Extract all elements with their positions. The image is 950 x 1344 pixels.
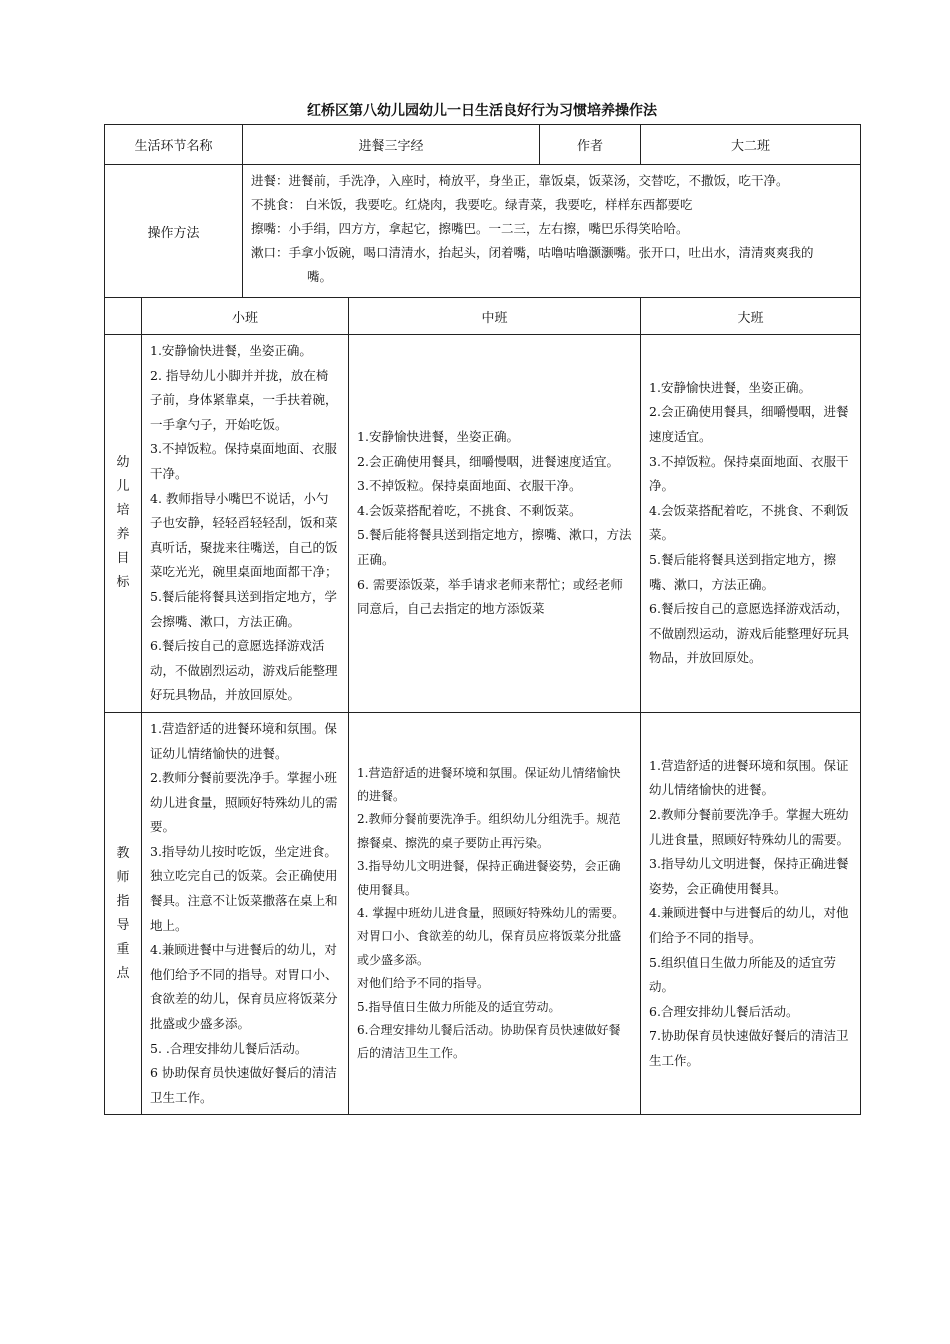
goals-row	[105, 335, 861, 713]
goal-item: 1.安静愉快进餐，坐姿正确。	[649, 379, 811, 395]
guidance-item: 4.兼顾进餐中与进餐后的幼儿，对他们给予不同的指导。对胃口小、食欲差的幼儿，保育员应将饭菜分批盛或少盛多添。	[150, 942, 338, 1032]
goal-item: 2.会正确使用餐具，细嚼慢咽，进餐速度适宜。	[357, 453, 619, 469]
goal-item: 5.餐后能将餐具送到指定地方，擦嘴、漱口，方法正确。	[649, 552, 836, 592]
guidance-item: 2.教师分餐前要洗净手。掌握小班幼儿进食量，照顾好特殊幼儿的需要。	[150, 770, 338, 835]
goal-item: 2. 指导幼儿小脚并并拢，放在椅子前，身体紧靠桌，一手扶着碗，一手拿勺子，开始吃饭。	[150, 367, 338, 432]
goal-item: 5.餐后能将餐具送到指定地方，学会擦嘴、漱口，方法正确。	[150, 588, 337, 629]
guidance-item: 2.教师分餐前要洗净手。掌握大班幼儿进食量，照顾好特殊幼儿的需要。	[649, 806, 850, 847]
guidance-item: 3.指导幼儿按时吃饭，坐定进食。独立吃完自己的饭菜。会正确使用餐具。注意不让饭菜撒落在桌上和地上。	[150, 843, 338, 933]
guidance-label-char: 教	[116, 845, 130, 861]
guidance-item: 1.营造舒适的进餐环境和氛围。保证幼儿情绪愉快的进餐。	[649, 757, 849, 798]
document-title: 红桥区第八幼儿园幼儿一日生活良好行为习惯培养操作法	[307, 103, 657, 119]
guidance-label	[105, 712, 142, 1115]
goals-label-char: 养	[116, 527, 130, 543]
guidance-item: 5.组织值日生做力所能及的适宜劳动。	[649, 954, 836, 995]
method-line-wipe-mouth: 擦嘴：小手绢，四方方，拿起它，擦嘴巴。一二三，左右擦，嘴巴乐得笑哈哈。	[251, 221, 689, 236]
guidance-row	[105, 712, 861, 1115]
class-large-header: 大班	[641, 298, 861, 335]
guidance-label-char: 导	[116, 917, 130, 933]
guidance-item: 3.指导幼儿文明进餐，保持正确进餐姿势，会正确使用餐具。	[649, 856, 849, 896]
author-value: 大二班	[641, 125, 861, 165]
class-header-row	[105, 298, 861, 335]
guidance-item: 5.指导值日生做力所能及的适宜劳动。	[357, 999, 561, 1014]
method-line-eating: 进餐：进餐前，手洗净，入座时，椅放平，身坐正，靠饭桌，饭菜汤，交替吃，不撒饭，吃干净。	[251, 173, 789, 188]
guidance-item: 6.合理安排幼儿餐后活动。	[649, 1003, 799, 1019]
goals-label-char: 儿	[116, 479, 130, 495]
method-row	[105, 165, 861, 298]
class-middle-header: 中班	[349, 298, 641, 335]
guidance-label-char: 师	[116, 869, 130, 885]
header-row	[105, 125, 861, 165]
goal-item: 4.会饭菜搭配着吃，不挑食、不剩饭菜。	[357, 502, 582, 518]
guidance-label-char: 点	[116, 965, 130, 981]
goals-label-char: 培	[116, 503, 130, 519]
guidance-item: 1.营造舒适的进餐环境和氛围。保证幼儿情绪愉快的进餐。	[357, 765, 621, 803]
goal-item: 1.安静愉快进餐，坐姿正确。	[357, 429, 519, 445]
guidance-item: 对他们给予不同的指导。	[357, 976, 490, 991]
goal-item: 2.会正确使用餐具，细嚼慢咽，进餐速度适宜。	[649, 404, 849, 445]
guidance-label-char: 指	[116, 893, 130, 909]
guidance-item: 2.教师分餐前要洗净手。组织幼儿分组洗手。规范擦餐桌、擦洗的桌子要防止再污染。	[357, 812, 621, 850]
goal-item: 4.会饭菜搭配着吃，不挑食、不剩饭菜。	[649, 502, 849, 543]
goals-label	[105, 335, 142, 713]
goals-large	[641, 335, 861, 713]
class-header-empty	[105, 298, 142, 335]
goal-item: 4. 教师指导小嘴巴不说话，小勺子也安静，轻轻舀轻轻刮，饭和菜真听话，聚拢来往嘴送，自己的饭菜吃光光，碗里桌面地面都干净；	[150, 490, 338, 580]
method-line-no-picky: 不挑食： 白米饭，我要吃。红烧肉，我要吃。绿青菜，我要吃，样样东西都要吃	[251, 197, 693, 212]
goals-small	[142, 335, 349, 713]
guidance-label-char: 重	[116, 941, 130, 957]
goals-label-char: 幼	[116, 455, 130, 471]
name-value: 进餐三字经	[243, 125, 540, 165]
goal-item: 3.不掉饭粒。保持桌面地面、衣服干净。	[150, 441, 337, 481]
name-label: 生活环节名称	[105, 125, 243, 165]
goals-middle	[349, 335, 641, 713]
method-line-rinse: 漱口：手拿小饭碗，喝口清清水，抬起头，闭着嘴，咕噜咕噜灏灏嘴。张开口，吐出水，清清爽爽我的	[251, 245, 814, 260]
goal-item: 1.安静愉快进餐，坐姿正确。	[150, 343, 312, 358]
goal-item: 6. 需要添饭菜，举手请求老师来帮忙；或经老师同意后，自己去指定的地方添饭菜	[357, 576, 623, 617]
method-label: 操作方法	[105, 165, 243, 298]
guidance-item: 3.指导幼儿文明进餐，保持正确进餐姿势，会正确使用餐具。	[357, 859, 621, 897]
behavior-table	[104, 124, 861, 1115]
guidance-middle	[349, 712, 641, 1115]
guidance-large	[641, 712, 861, 1115]
goals-label-char: 目	[116, 551, 130, 567]
method-line-rinse-cont: 嘴。	[307, 269, 333, 284]
class-small-header: 小班	[142, 298, 349, 335]
goals-label-char: 标	[116, 575, 130, 591]
author-label: 作者	[540, 125, 641, 165]
guidance-item: 1.营造舒适的进餐环境和氛围。保证幼儿情绪愉快的进餐。	[150, 720, 337, 761]
guidance-item: 6 协助保育员快速做好餐后的清洁卫生工作。	[150, 1065, 337, 1105]
goal-item: 6.餐后按自己的意愿选择游戏活动，不做剧烈运动，游戏后能整理好玩具物品，并放回原处。	[649, 601, 850, 666]
guidance-item: 7.协助保育员快速做好餐后的清洁卫生工作。	[649, 1028, 849, 1068]
guidance-item: 4.兼顾进餐中与进餐后的幼儿，对他们给予不同的指导。	[649, 905, 849, 945]
guidance-item: 4. 掌握中班幼儿进食量，照顾好特殊幼儿的需要。对胃口小、食欲差的幼儿，保育员应将饭菜分批盛或少盛多添。	[357, 905, 625, 967]
method-content	[243, 165, 861, 298]
goal-item: 3.不掉饭粒。保持桌面地面、衣服干净。	[649, 453, 849, 494]
guidance-item: 5. .合理安排幼儿餐后活动。	[150, 1040, 308, 1056]
goal-item: 3.不掉饭粒。保持桌面地面、衣服干净。	[357, 478, 582, 494]
guidance-small	[142, 712, 349, 1115]
goal-item: 5.餐后能将餐具送到指定地方，擦嘴、漱口，方法正确。	[357, 527, 632, 568]
guidance-item: 6.合理安排幼儿餐后活动。协助保育员快速做好餐后的清洁卫生工作。	[357, 1022, 621, 1061]
goal-item: 6.餐后按自己的意愿选择游戏活动，不做剧烈运动，游戏后能整理好玩具物品，并放回原处。	[150, 638, 338, 703]
